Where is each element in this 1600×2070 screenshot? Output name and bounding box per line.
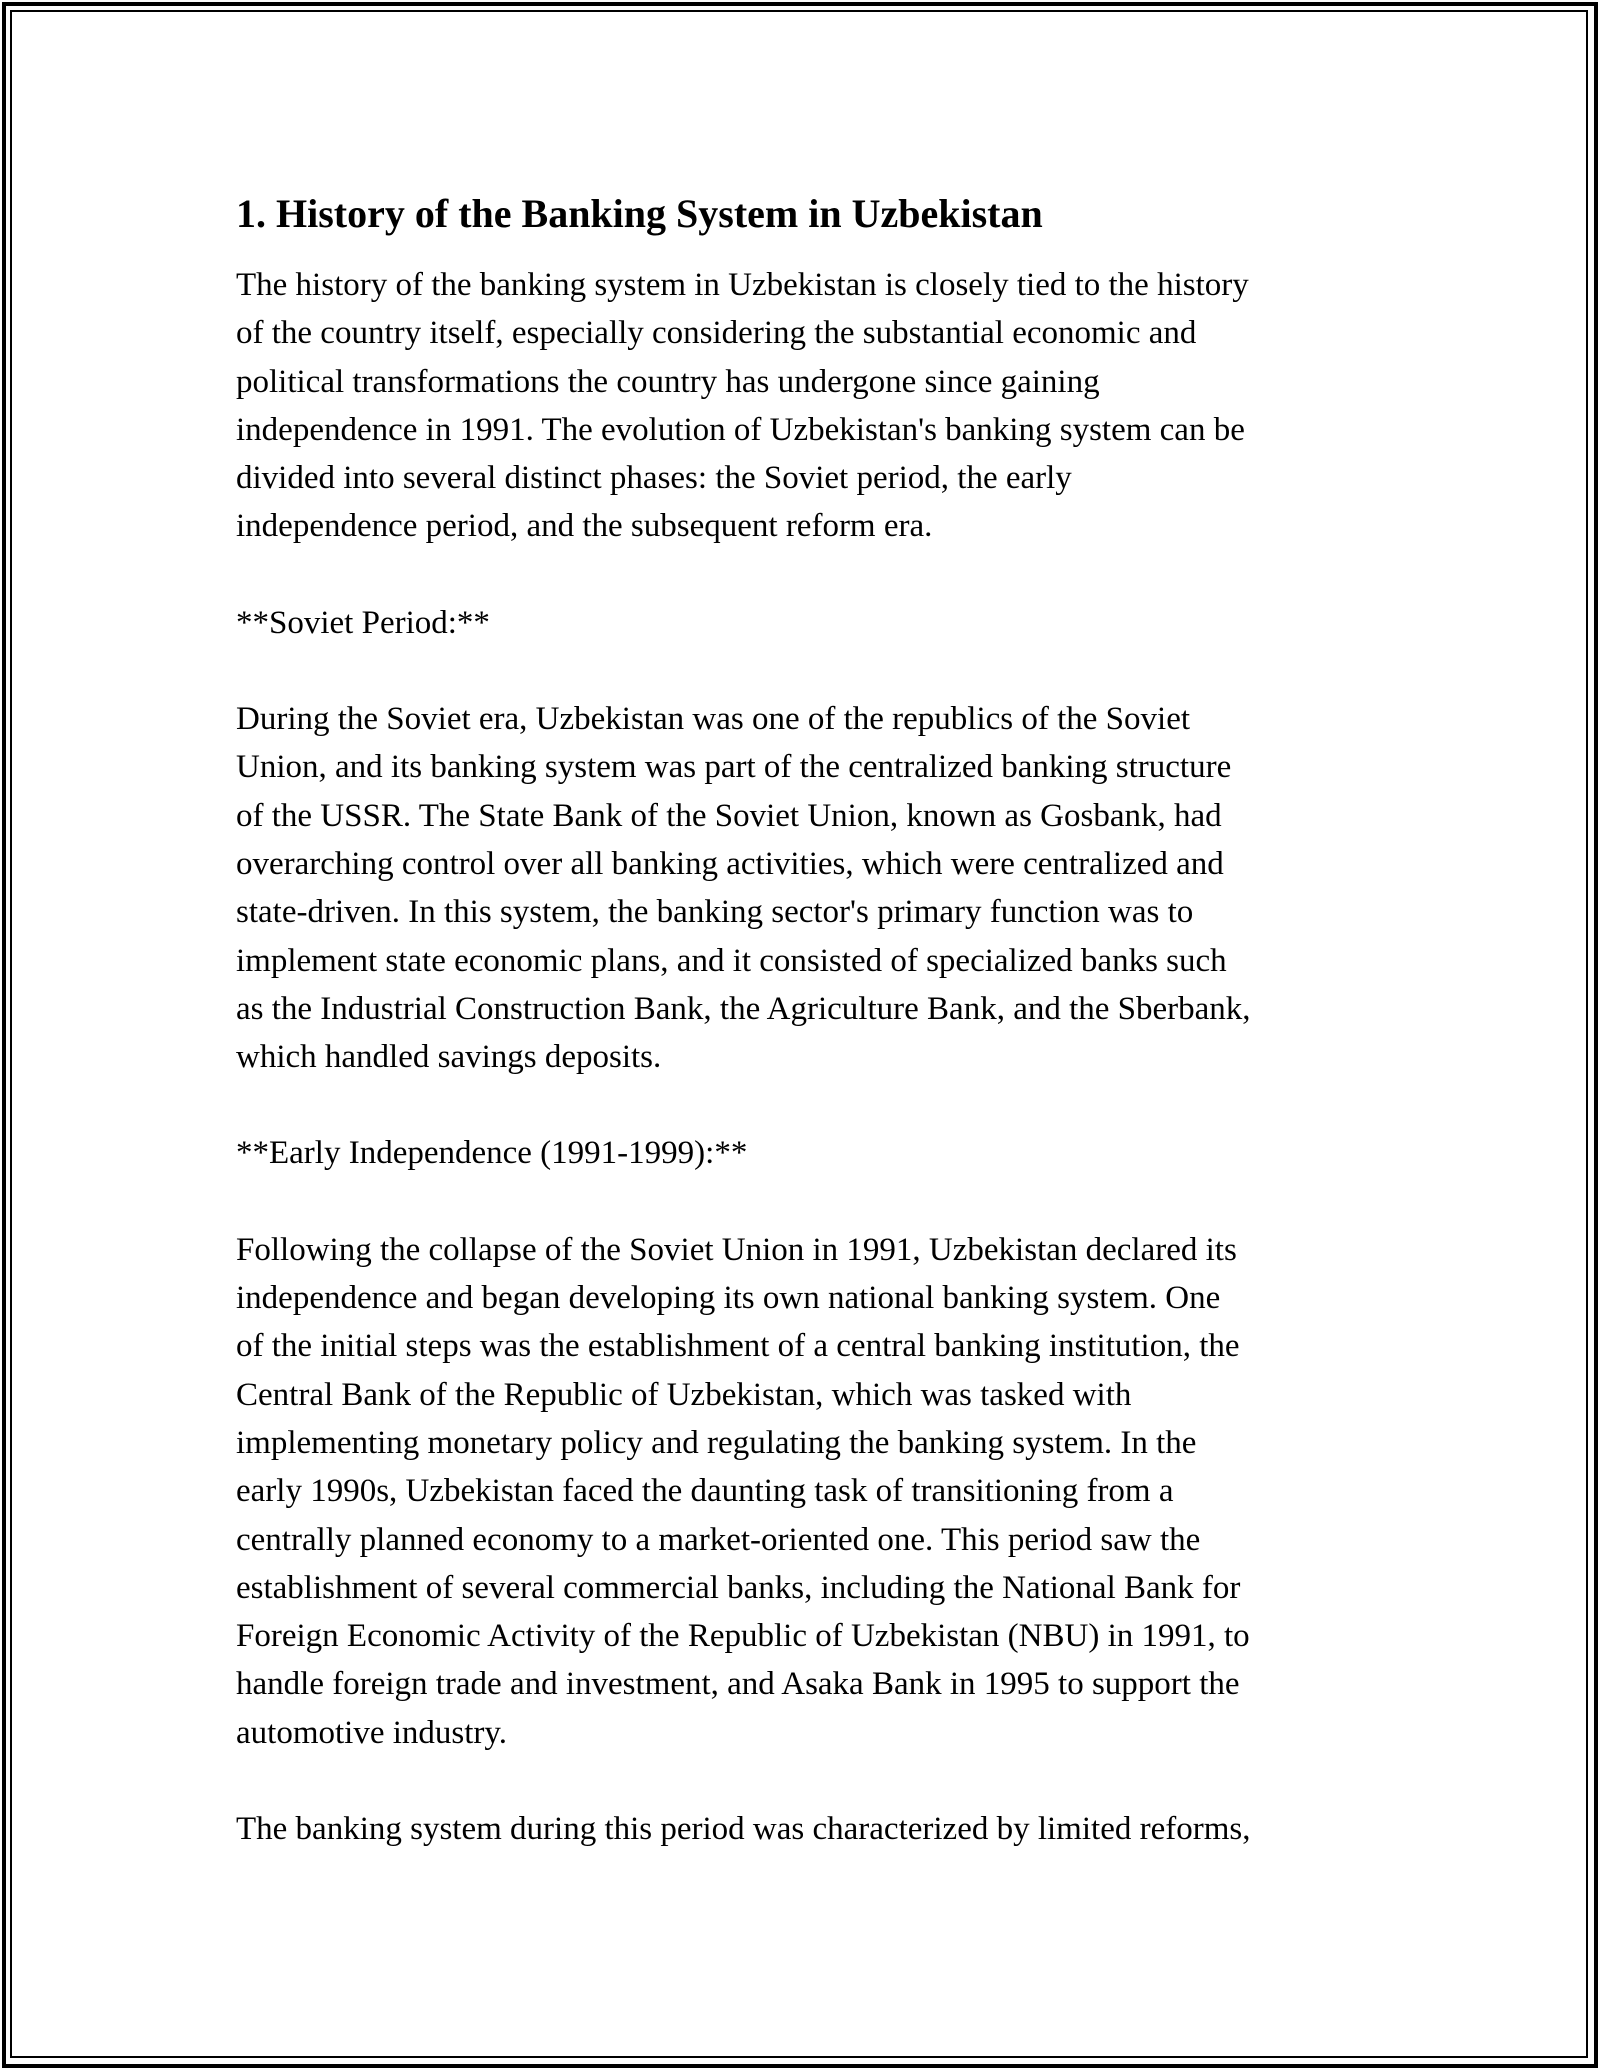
text-line: early 1990s, Uzbekistan faced the daunting task of transitioning from a (236, 1473, 1174, 1510)
text-line: as the Industrial Construction Bank, the Agriculture Bank, and the Sberbank, (236, 990, 1251, 1027)
paragraph-soviet-period (236, 695, 1406, 1081)
text-line: Foreign Economic Activity of the Republic of Uzbekistan (NBU) in 1991, to (236, 1618, 1250, 1655)
paragraph-limited-reforms (236, 1805, 1406, 1853)
text-line: divided into several distinct phases: the Soviet period, the early (236, 460, 1072, 497)
text-line: state-driven. In this system, the banking sector's primary function was to (236, 894, 1194, 931)
text-line: **Soviet Period:** (236, 604, 490, 641)
text-line: independence period, and the subsequent reform era. (236, 508, 933, 545)
paragraph-intro (236, 261, 1406, 551)
text-line: overarching control over all banking activities, which were centralized and (236, 845, 1224, 882)
text-line: Central Bank of the Republic of Uzbekistan, which was tasked with (236, 1376, 1132, 1413)
subheading-soviet-period (236, 599, 1406, 647)
text-line: independence in 1991. The evolution of Uzbekistan's banking system can be (236, 411, 1245, 448)
subheading-early-independence (236, 1129, 1406, 1177)
document-body (236, 188, 1406, 1853)
text-line: handle foreign trade and investment, and Asaka Bank in 1995 to support the (236, 1666, 1240, 1703)
text-line: During the Soviet era, Uzbekistan was one of the republics of the Soviet (236, 701, 1191, 738)
text-line: establishment of several commercial banks, including the National Bank for (236, 1569, 1241, 1606)
text-line: Following the collapse of the Soviet Union in 1991, Uzbekistan declared its (236, 1231, 1237, 1268)
text-line: The history of the banking system in Uzbekistan is closely tied to the history (236, 267, 1249, 303)
text-line: of the USSR. The State Bank of the Soviet Union, known as Gosbank, had (236, 797, 1222, 834)
text-line: of the initial steps was the establishment of a central banking institution, the (236, 1328, 1240, 1365)
text-line: political transformations the country has undergone since gaining (236, 363, 1100, 400)
text-line: centrally planned economy to a market-oriented one. This period saw the (236, 1521, 1201, 1558)
text-line: implement state economic plans, and it consisted of specialized banks such (236, 942, 1227, 979)
text-line: The banking system during this period was characterized by limited reforms, (236, 1811, 1251, 1848)
text-line: which handled savings deposits. (236, 1039, 662, 1076)
text-line: of the country itself, especially considering the substantial economic and (236, 315, 1197, 352)
text-line: **Early Independence (1991-1999):** (236, 1135, 748, 1172)
paragraph-early-independence (236, 1226, 1406, 1757)
text-line: implementing monetary policy and regulating the banking system. In the (236, 1424, 1197, 1461)
text-line: Union, and its banking system was part of the centralized banking structure (236, 749, 1232, 786)
text-line: automotive industry. (236, 1714, 507, 1751)
text-line: independence and began developing its own national banking system. One (236, 1280, 1221, 1317)
section-heading: 1. History of the Banking System in Uzbekistan (236, 191, 1043, 236)
